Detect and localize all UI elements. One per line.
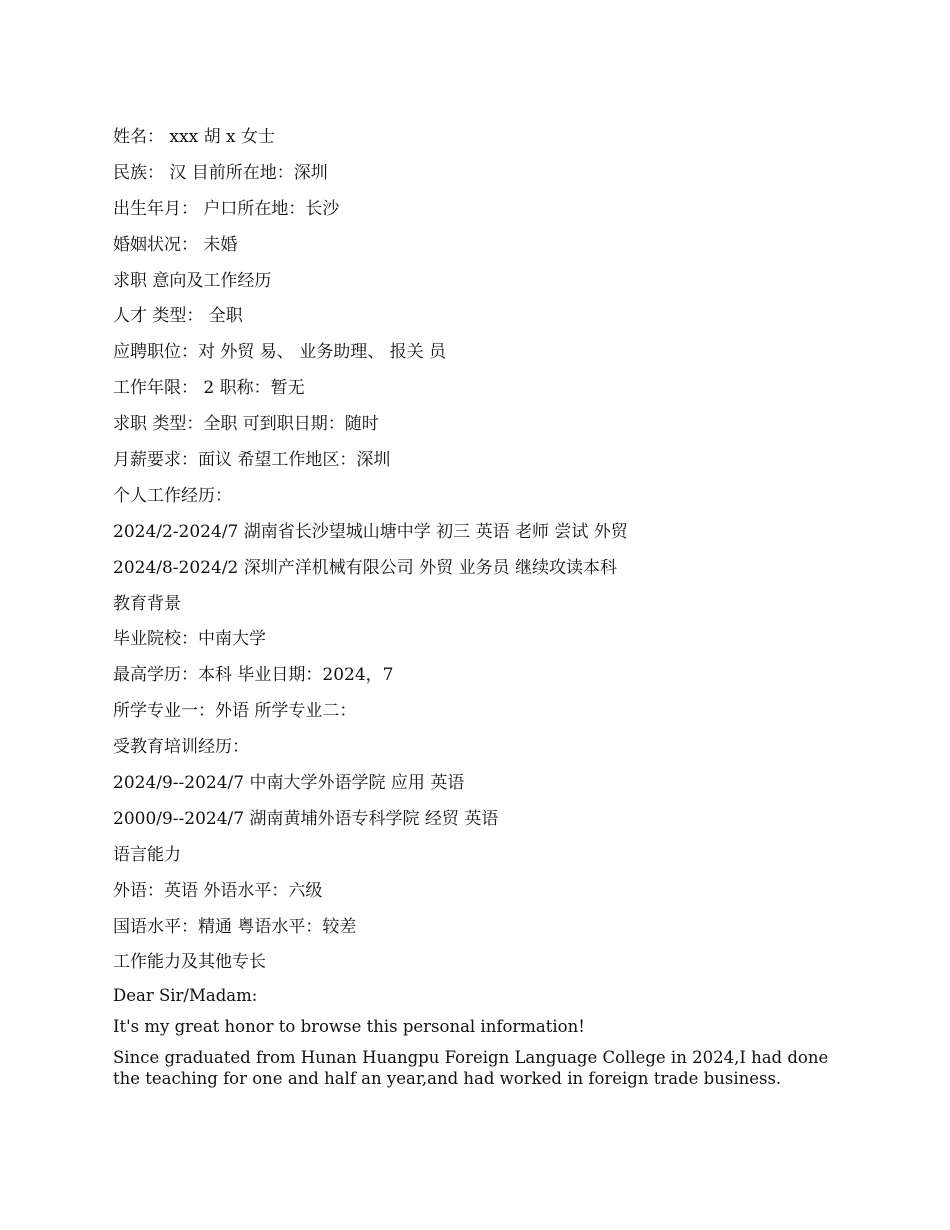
work-experience-entry: 2024/2-2024/7 湖南省长沙望城山塘中学 初三 英语 老师 尝试 外贸 [113, 521, 628, 542]
section-heading-skills: 工作能力及其他专长 [113, 952, 266, 973]
foreign-language-line: 外语：英语 外语水平：六级 [113, 880, 323, 901]
birth-hukou-line: 出生年月： 户口所在地：长沙 [113, 198, 340, 219]
letter-line: It's my great honor to browse this personal information! [113, 1017, 585, 1037]
mandarin-cantonese-line: 国语水平：精通 粤语水平：较差 [113, 916, 357, 937]
section-heading-job-intention: 求职 意向及工作经历 [113, 270, 272, 291]
section-heading-language: 语言能力 [113, 844, 181, 865]
ethnicity-location-line: 民族： 汉 目前所在地：深圳 [113, 162, 328, 183]
applied-position-line: 应聘职位：对 外贸 易、 业务助理、 报关 员 [113, 342, 447, 363]
training-entry: 2000/9--2024/7 湖南黄埔外语专科学院 经贸 英语 [113, 808, 499, 829]
section-heading-education: 教育背景 [113, 593, 181, 614]
work-experience-entry: 2024/8-2024/2 深圳产洋机械有限公司 外贸 业务员 继续攻读本科 [113, 557, 617, 578]
name-line: 姓名： xxx 胡 x 女士 [113, 127, 275, 147]
job-type-start-date-line: 求职 类型：全职 可到职日期：随时 [113, 414, 379, 435]
letter-paragraph: Since graduated from Hunan Huangpu Foreign Language College in 2024,I had done the teaching for one and half an year,and had worked in foreign trade business. [113, 1048, 829, 1089]
major-line: 所学专业一：外语 所学专业二： [113, 701, 357, 722]
work-years-title-line: 工作年限： 2 职称：暂无 [113, 378, 305, 399]
talent-type-line: 人才 类型： 全职 [113, 306, 243, 327]
section-heading-work-experience: 个人工作经历： [113, 485, 232, 506]
school-line: 毕业院校：中南大学 [113, 629, 266, 650]
resume-content [113, 124, 833, 1089]
salary-region-line: 月薪要求：面议 希望工作地区：深圳 [113, 450, 391, 471]
letter-greeting: Dear Sir/Madam: [113, 986, 258, 1006]
section-heading-training: 受教育培训经历： [113, 737, 249, 758]
marital-status-line: 婚姻状况： 未婚 [113, 234, 238, 255]
training-entry: 2024/9--2024/7 中南大学外语学院 应用 英语 [113, 773, 465, 794]
degree-graduation-line: 最高学历：本科 毕业日期：2024，7 [113, 665, 394, 686]
